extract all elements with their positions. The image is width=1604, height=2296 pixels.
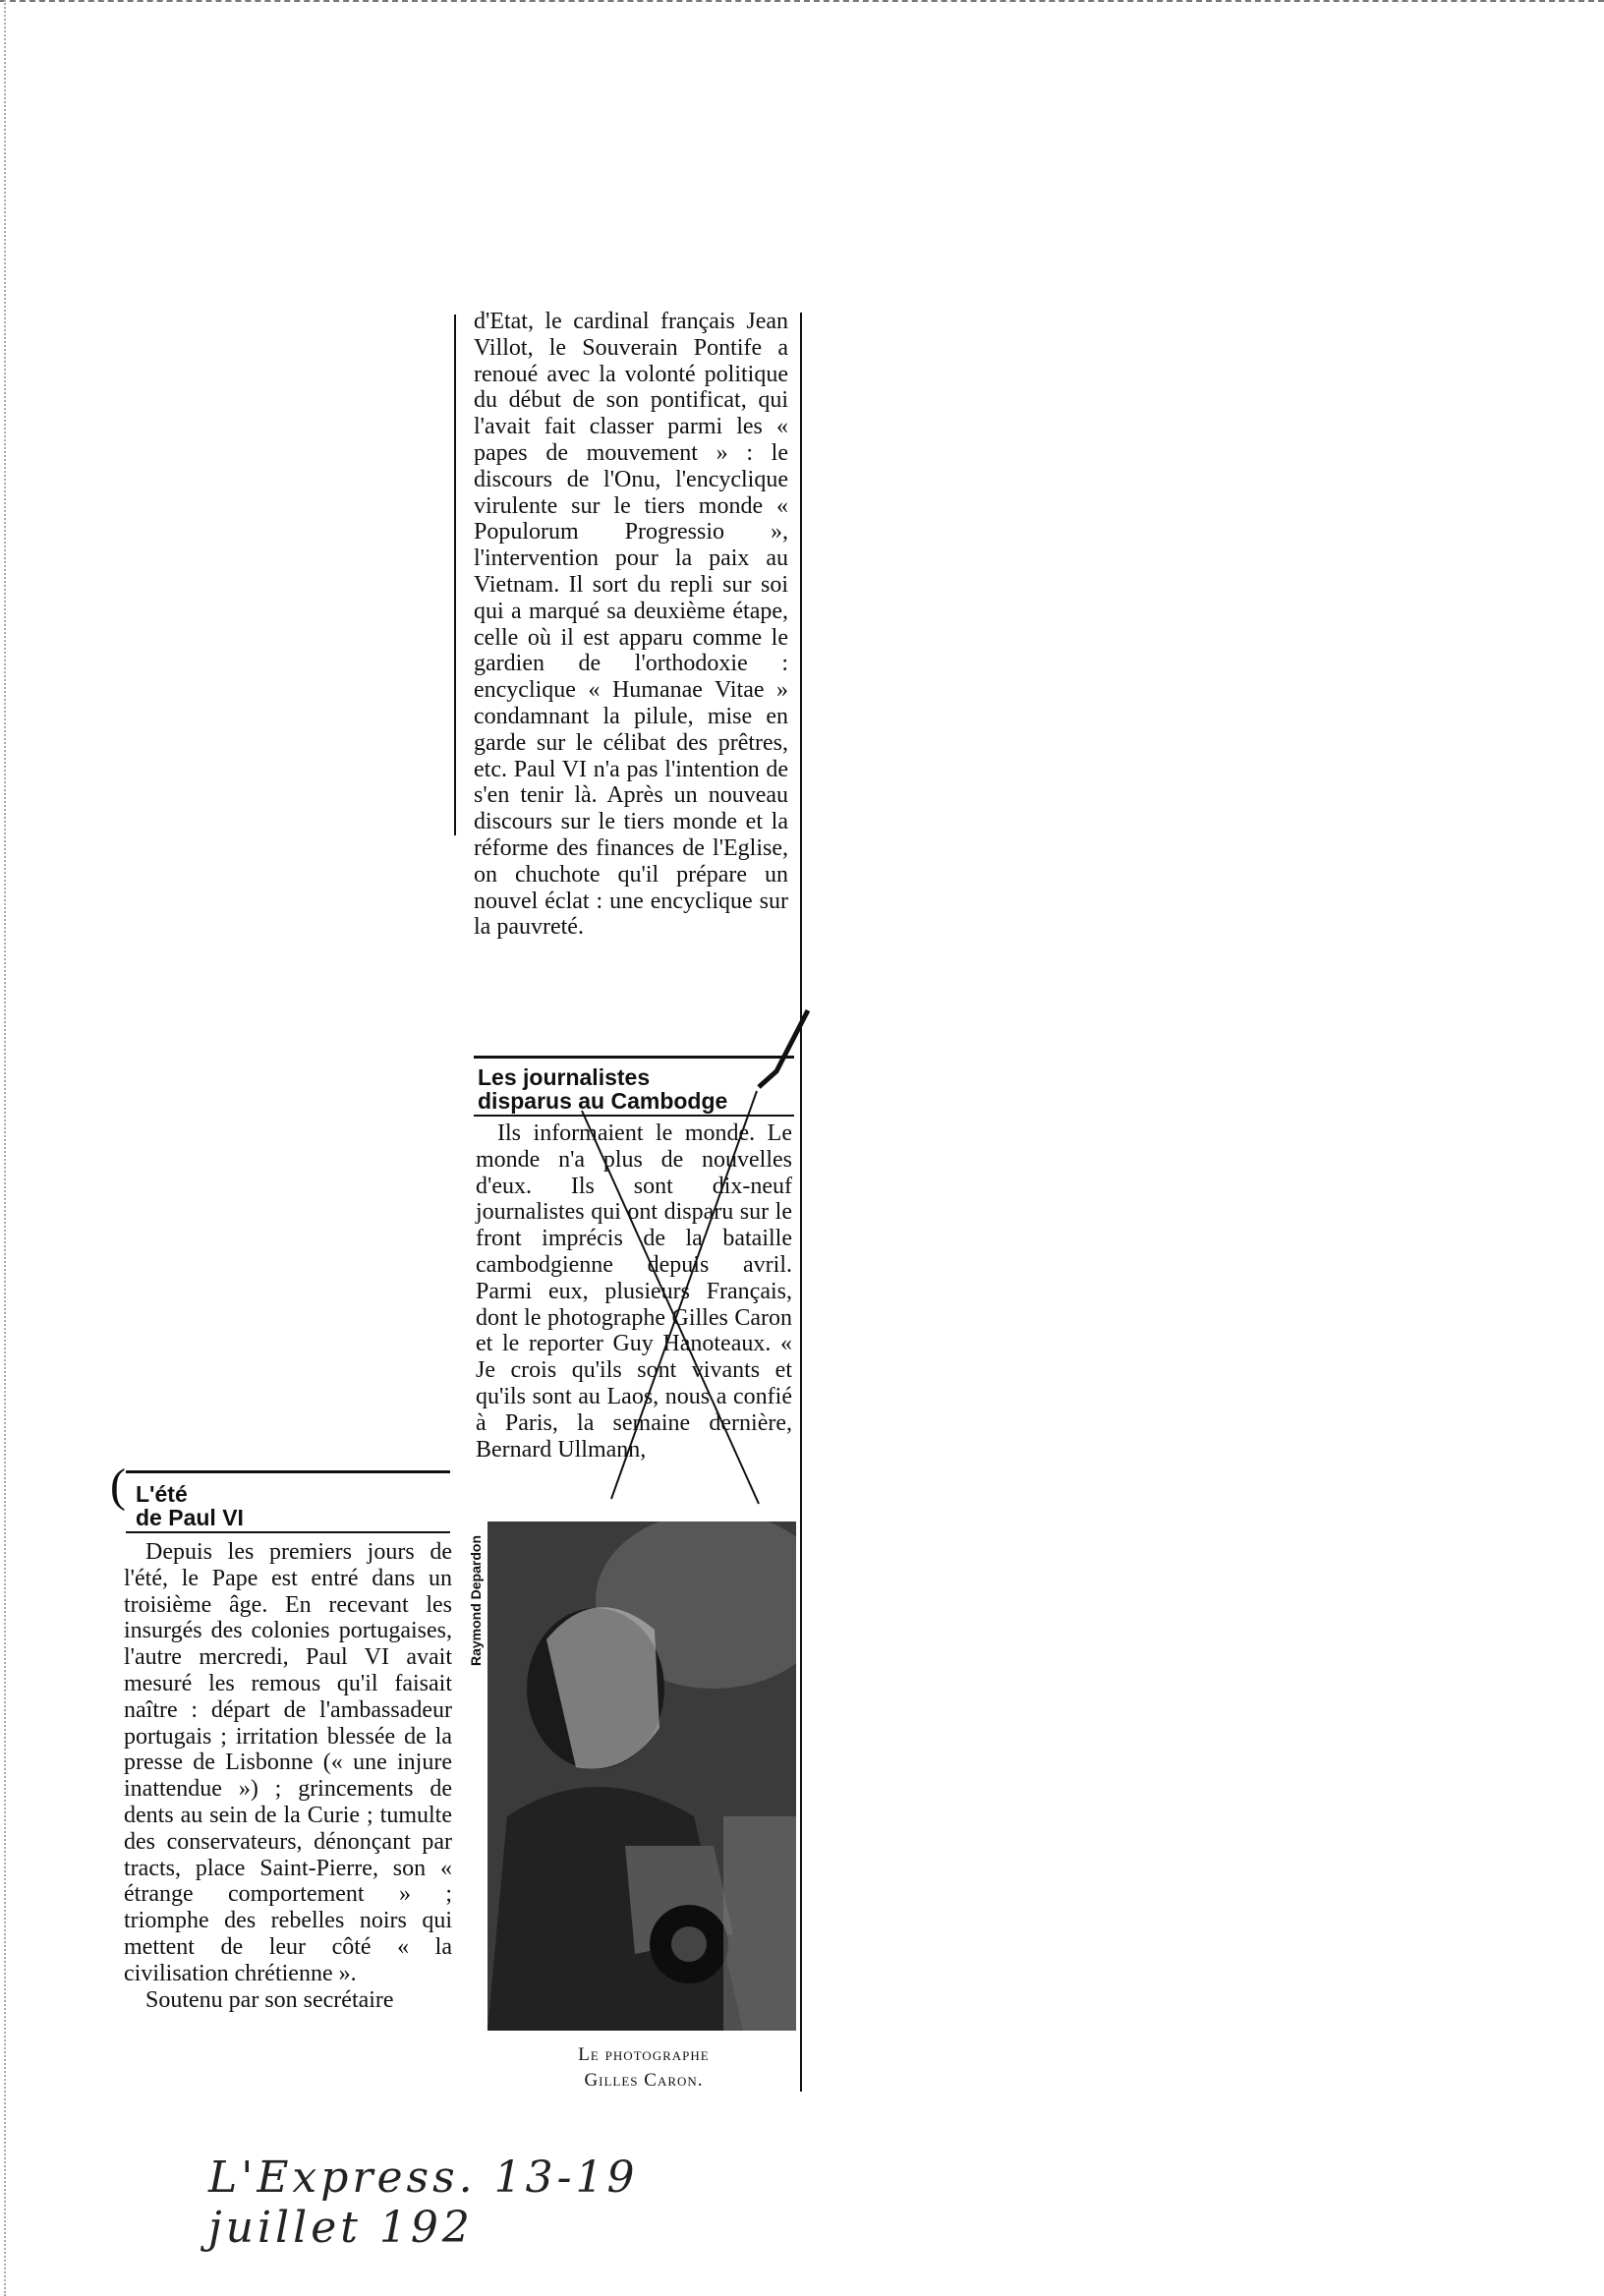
handwritten-source-note: L'Express. 13-19 juillet 192 [208, 2152, 639, 2253]
photo-silhouette [487, 1521, 796, 2031]
paul-vi-article [124, 1539, 452, 2013]
caption-line: Gilles Caron. [584, 2070, 704, 2091]
paragraph: Soutenu par son secrétaire [145, 1986, 394, 2013]
headline-line: L'été [136, 1481, 188, 1507]
article-continuation [474, 309, 788, 941]
pen-cross-mark [531, 1003, 826, 1514]
headline-rule [126, 1531, 450, 1533]
headline-rule [126, 1470, 450, 1473]
scan-edge-top [0, 0, 1604, 10]
paragraph: Depuis les premiers jours de l'été, le Pape est entré dans un troisième âge. En recevant les insurgés des colonies portugaises, l'autre mercredi, Paul VI avait mesuré les remous qu'il faisait naître : départ de l'ambassadeur portugais ; irritation blessée de la presse de Lisbonne (« une injure inattendue ») ; grincements de dents au sein de la Curie ; tumulte des conservateurs, dénonçant par tracts, place Saint-Pierre, son « étrange comportement » ; triomphe des rebelles noirs qui mettent de leur côté « la civilisation chrétienne ». [124, 1539, 452, 1986]
headline-line: de Paul VI [136, 1505, 244, 1530]
headline-line: Les journalistes [478, 1064, 651, 1090]
column-rule [454, 315, 456, 835]
scan-edge-left [4, 0, 8, 2296]
paragraph: d'Etat, le cardinal français Jean Villot, le Souverain Pontife a renoué avec la volonté politique du début de son pontificat, qui l'avait fait classer parmi les « papes de mouvement » : le discours de l'Onu, l'encyclique virulente sur le tiers monde « Populorum Progressio », l'intervention pour la paix au Vietnam. Il sort du repli sur soi qui a marqué sa deuxième étape, celle où il est apparu comme le gardien de l'orthodoxie : encyclique « Humanae Vitae » condamnant la pilule, mise en garde sur le célibat des prêtres, etc. Paul VI n'a pas l'intention de s'en tenir là. Après un nouveau discours sur le tiers monde et la réforme des finances de l'Eglise, on chuchote qu'il prépare un nouvel éclat : une encyclique sur la pauvreté. [474, 309, 788, 941]
paragraph: Ils informaient le monde. Le monde n'a plus de nouvelles d'eux. Ils sont dix-neuf journalistes qui ont disparu sur le front imprécis de la bataille cambodgienne depuis avril. Parmi eux, plusieurs Français, dont le photographe Gilles Caron et le reporter Guy Hanoteaux. « Je crois qu'ils sont vivants et qu'ils sont au Laos, nous a confié à Paris, la semaine dernière, Bernard Ullmann, [476, 1120, 792, 1463]
photo-gilles-caron [487, 1521, 796, 2031]
headline-line: disparus au Cambodge [478, 1088, 728, 1114]
pen-bracket-mark: ( [110, 1460, 126, 1512]
photo-caption [511, 2042, 776, 2094]
paul-vi-headline [136, 1482, 460, 1529]
caption-line: Le photographe [578, 2044, 710, 2065]
photo-credit: Raymond Depardon [468, 1535, 484, 1667]
